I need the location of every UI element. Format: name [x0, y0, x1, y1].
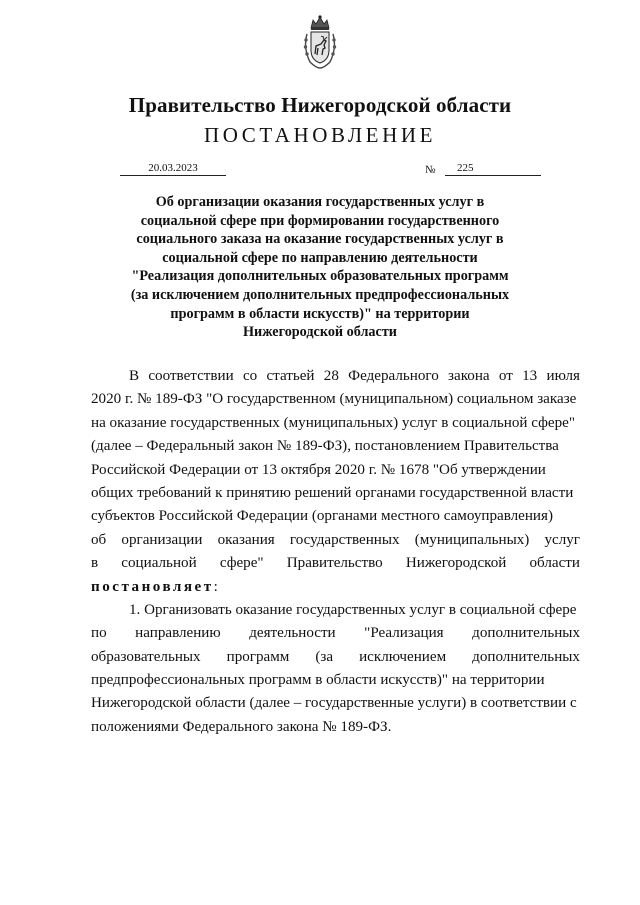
document-number: 225 — [445, 161, 541, 176]
word: оказания — [217, 531, 275, 548]
body-line: положениями Федерального закона № 189-ФЗ. — [91, 718, 392, 735]
word: Правительство — [286, 555, 383, 572]
body-line — [91, 622, 580, 645]
word: июля — [546, 368, 580, 384]
body-line: (далее – Федеральный закон № 189-ФЗ), постановлением Правительства — [91, 438, 559, 455]
body-line: 2020 г. № 189-ФЗ "О государственном (муниципальном) социальном заказе — [91, 391, 577, 408]
body-line — [91, 552, 580, 575]
word: со — [242, 368, 258, 384]
body-line — [91, 646, 580, 669]
word: дополнительных — [472, 625, 580, 642]
word: образовательных — [91, 648, 201, 665]
document-body — [91, 365, 580, 739]
word: Нижегородской — [405, 555, 507, 572]
word: статьей — [266, 368, 315, 384]
body-line: 1. Организовать оказание государственных услуг в социальной сфере — [129, 601, 577, 618]
title-line: "Реализация дополнительных образовательных программ — [131, 268, 509, 285]
body-line: на оказание государственных (муниципальных) услуг в социальной сфере" — [91, 414, 576, 431]
word: 13 — [522, 368, 538, 384]
number-sign: № — [425, 164, 436, 176]
word: соответствии — [148, 368, 234, 384]
body-line — [91, 529, 580, 552]
title-line: (за исключением дополнительных предпрофессиональных — [130, 286, 510, 303]
organization-name: Правительство Нижегородской области — [128, 93, 512, 117]
word: об — [91, 531, 107, 548]
word: закона — [448, 368, 490, 384]
coat-of-arms-icon — [302, 14, 338, 70]
word: (за — [315, 648, 334, 665]
word: услуг — [544, 531, 580, 548]
word: направлению — [135, 625, 221, 642]
body-line: предпрофессиональных программ в области искусств)" на территории — [91, 672, 545, 689]
word: дополнительных — [472, 648, 580, 665]
title-line: социальной сфере по направлению деятельности — [162, 249, 478, 266]
word: (муниципальных) — [414, 531, 530, 548]
word: государственных — [289, 531, 400, 548]
document-title — [115, 193, 525, 342]
word: по — [91, 625, 107, 642]
word: социальной — [121, 555, 197, 572]
body-line: Нижегородской области (далее – государственные услуги) в соответствии с — [91, 695, 577, 712]
word: исключением — [359, 648, 447, 665]
title-line: социального заказа на оказание государственных услуг в — [136, 231, 504, 248]
body-line: субъектов Российской Федерации (органами местного самоуправления) — [91, 508, 553, 525]
decree-word: постановляет — [91, 578, 214, 595]
body-line: Российской Федерации от 13 октября 2020 г. № 1678 "Об утверждении — [91, 461, 546, 478]
body-line: общих требований к принятию решений органами государственной власти — [91, 484, 574, 501]
word: "Реализация — [364, 625, 444, 642]
title-line: социальной сфере при формировании государственного — [140, 212, 500, 229]
decree-colon: : — [213, 578, 218, 595]
word: организации — [121, 531, 203, 548]
word: программ — [226, 648, 290, 665]
word: деятельности — [249, 625, 336, 642]
body-line — [91, 365, 580, 388]
word: В — [129, 368, 140, 384]
document-type: ПОСТАНОВЛЕНИЕ — [203, 123, 437, 147]
title-line: Нижегородской области — [243, 324, 397, 341]
word: Федерального — [348, 368, 439, 384]
title-line: программ в области искусств)" на территории — [170, 305, 470, 322]
title-line: Об организации оказания государственных услуг в — [155, 194, 485, 210]
word: в — [91, 555, 99, 572]
word: 28 — [323, 368, 339, 384]
body-line — [91, 576, 580, 599]
word: сфере" — [219, 555, 264, 572]
word: области — [529, 555, 580, 572]
document-date: 20.03.2023 — [120, 161, 226, 176]
word: от — [498, 368, 513, 384]
